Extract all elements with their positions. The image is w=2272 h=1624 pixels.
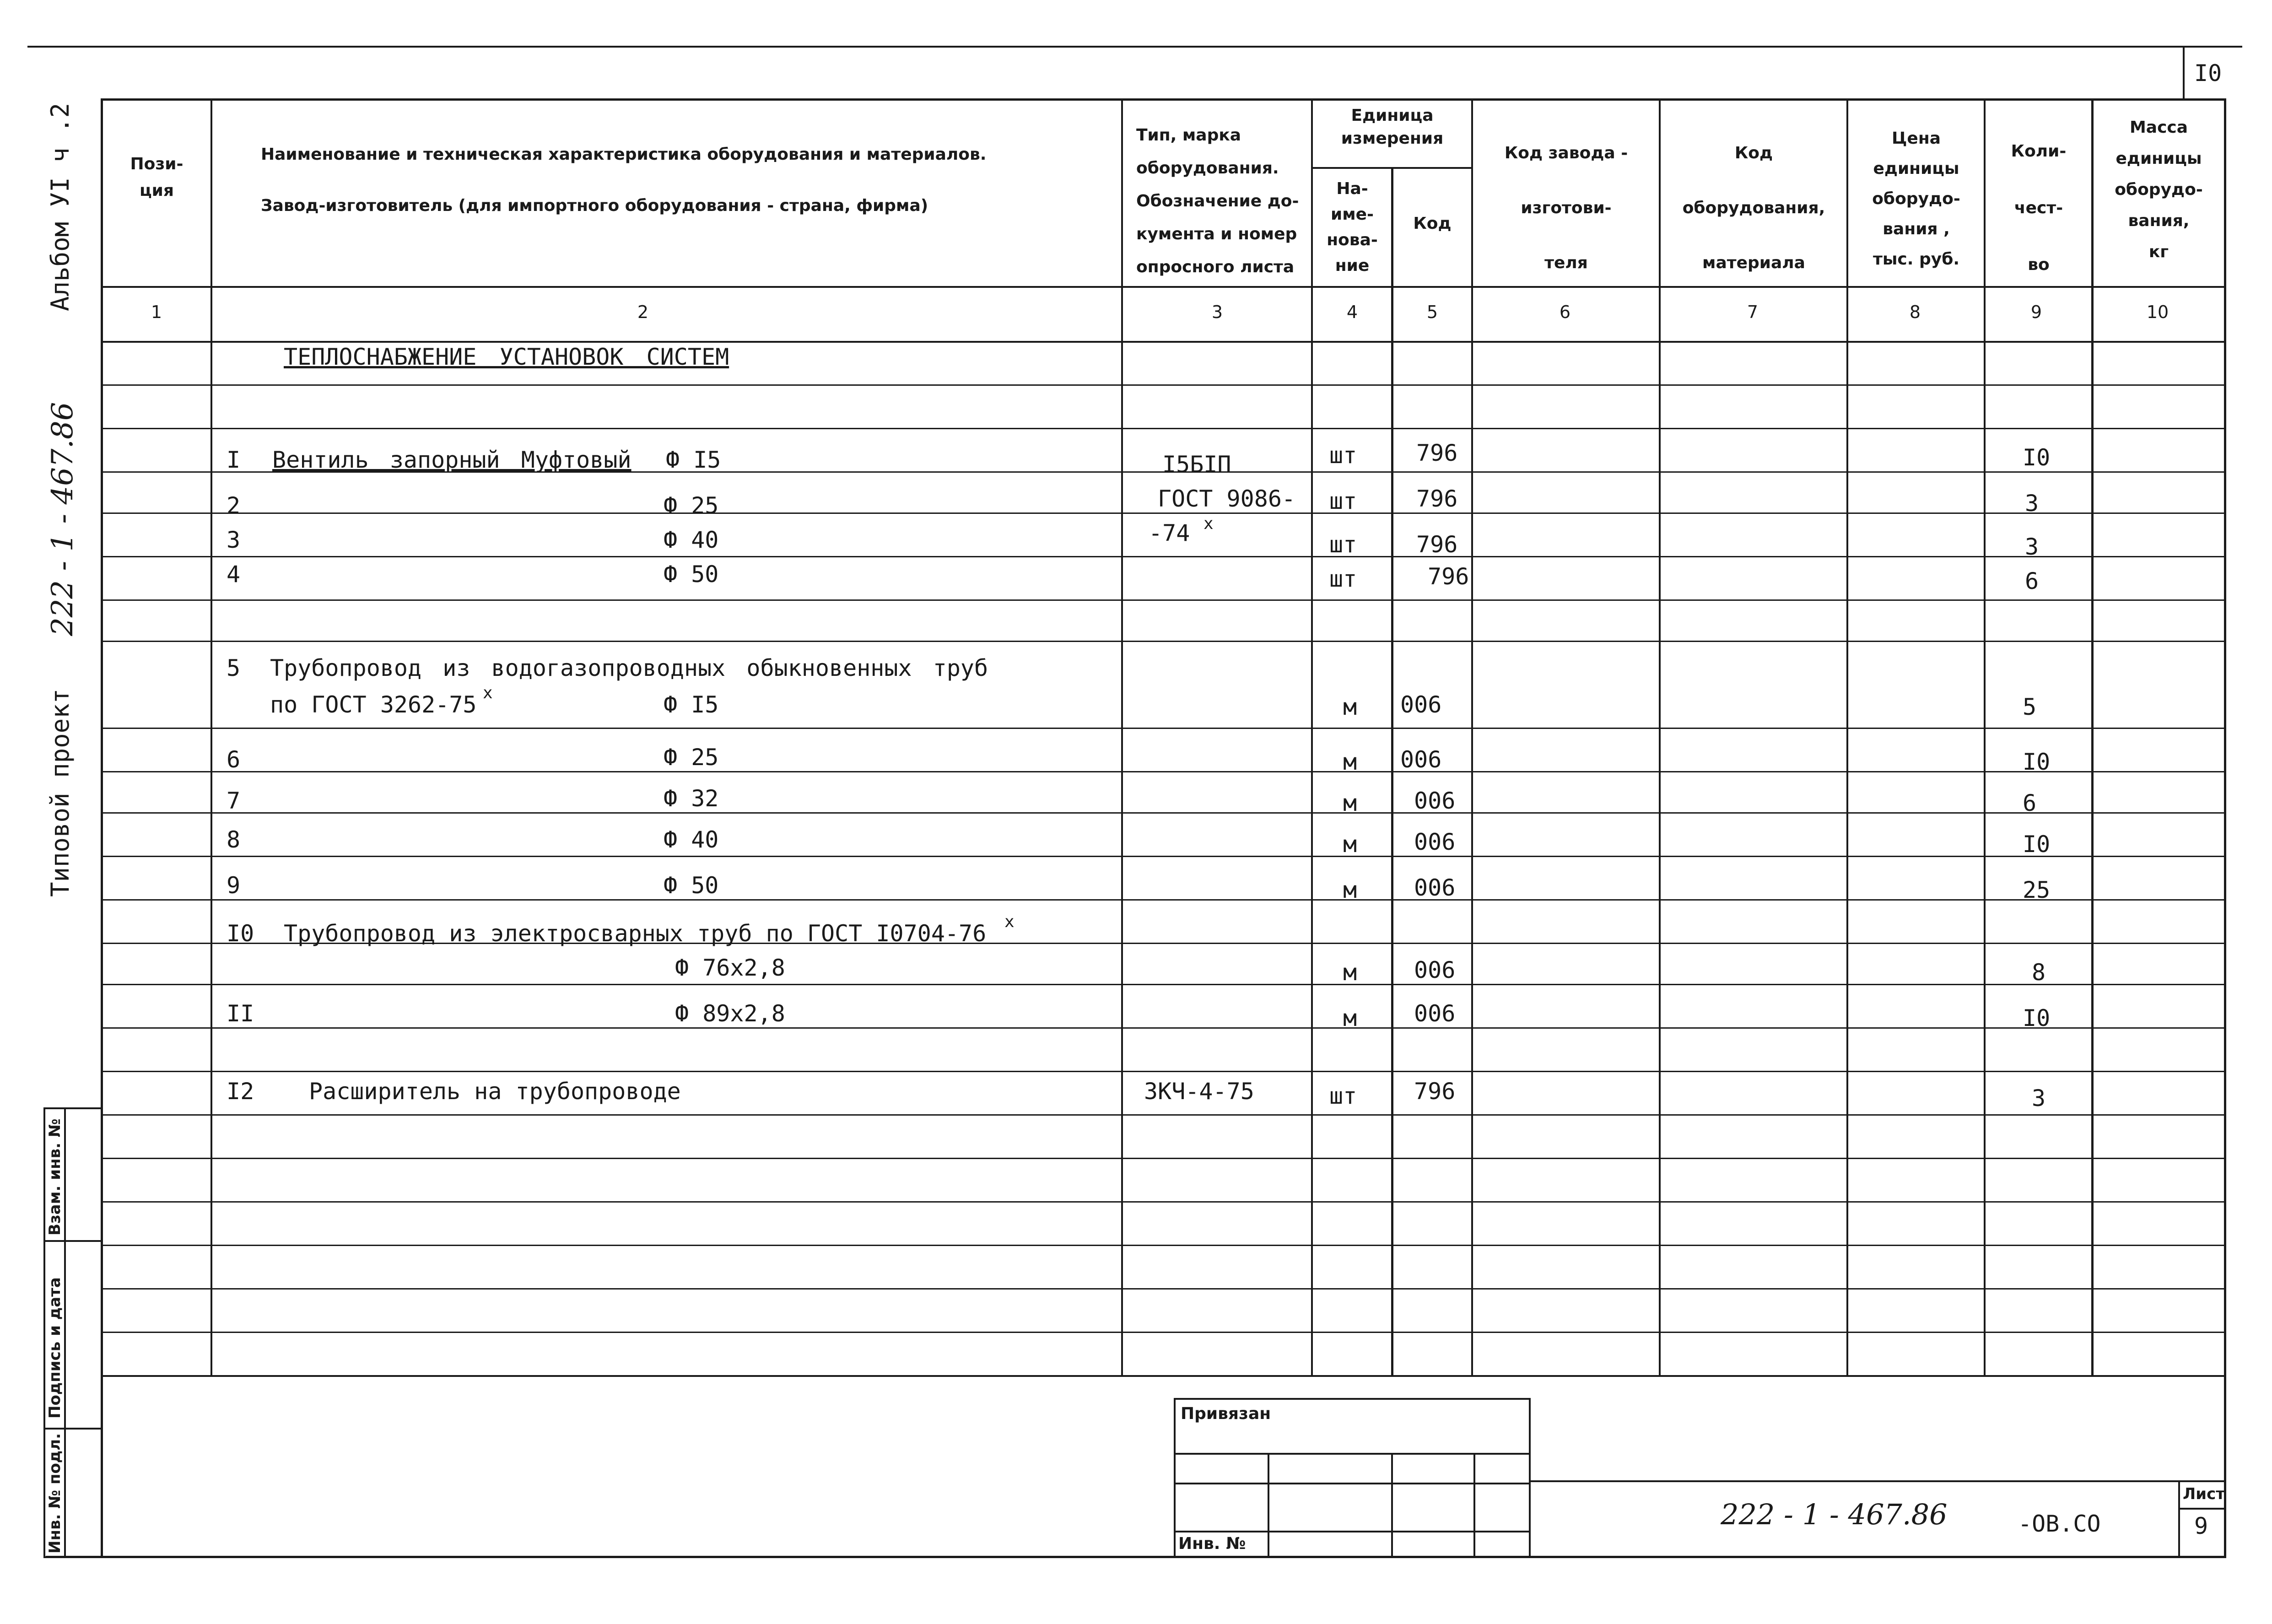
row-8-qty: I0: [2023, 831, 2051, 858]
row-3-qty: 3: [2025, 534, 2039, 560]
colnum-6: 6: [1559, 302, 1571, 322]
row-line: [101, 556, 2224, 557]
row-line: [101, 899, 2224, 901]
row-9-dim: Ф 50: [664, 872, 719, 899]
row-line: [101, 1201, 2224, 1203]
bound-col: [1268, 1453, 1269, 1558]
row-5b-dim: Ф I5: [664, 691, 719, 718]
sheet-label: Лист: [2183, 1485, 2225, 1503]
row-12-pos: I2: [227, 1078, 254, 1105]
col-line-1: [210, 98, 212, 1375]
header-pos: Пози- ция: [130, 155, 183, 200]
row-10-name-sup: x: [1004, 912, 1015, 931]
row-5b-name: по ГОСТ 3262-75: [270, 691, 477, 718]
row-6-unit: м: [1343, 749, 1357, 775]
row-10b-unit: м: [1343, 959, 1357, 986]
header-qty: Коли- чест- во: [2011, 142, 2067, 274]
row-5b-unit: м: [1343, 694, 1357, 720]
header-price: Цена единицы оборудо- вания , тыс. руб.: [1872, 129, 1960, 269]
header-equip-code: Код оборудования, материала: [1682, 144, 1825, 272]
bound-line: [1174, 1483, 1531, 1484]
row-line: [101, 728, 2224, 729]
row-11-code: 006: [1414, 1000, 1456, 1027]
header-factory: Код завода - изготови- теля: [1504, 144, 1628, 272]
colnum-8: 8: [1909, 302, 1921, 322]
row-4-dim: Ф 50: [664, 561, 719, 588]
colnum-3: 3: [1211, 302, 1223, 322]
row-12-type: ЗКЧ-4-75: [1144, 1078, 1254, 1105]
colnum-4: 4: [1346, 302, 1358, 322]
stamp-inv-orig: Инв. № подл.: [46, 1433, 64, 1554]
header-name: Наименование и техническая характеристика оборудования и материалов. Завод-изготовитель (для импортного оборудования - страна, фирма): [261, 145, 987, 215]
stamp-sign-date: Подпись и дата: [46, 1277, 64, 1419]
sheet-number-top: I0: [2194, 60, 2222, 86]
row-3-code: 796: [1416, 531, 1458, 558]
col-line-2: [1121, 98, 1123, 1375]
title-block-line: [1531, 1480, 2226, 1482]
row-5b-qty: 5: [2023, 694, 2037, 720]
stamp-inv-sub: Взам. инв. №: [46, 1118, 64, 1236]
row-line: [101, 856, 2224, 857]
row-12-qty: 3: [2032, 1085, 2046, 1111]
row-10b-qty: 8: [2032, 959, 2046, 986]
right-border: [2224, 98, 2226, 1558]
bound-line: [1174, 1453, 1531, 1455]
row-line: [101, 771, 2224, 772]
row-10-name: Трубопровод из электросварных труб по ГОСТ I0704-76: [284, 920, 987, 947]
row-3-unit: шт: [1329, 531, 1357, 558]
album-label: Альбом УI ч .2: [46, 103, 75, 311]
row-2-qty: 3: [2025, 490, 2039, 517]
bound-label: Привязан: [1181, 1404, 1271, 1423]
row-1-dim: Ф I5: [666, 447, 721, 473]
row-11-unit: м: [1343, 1005, 1357, 1031]
row-2-dim: Ф 25: [664, 492, 719, 519]
row-line: [101, 984, 2224, 985]
row-line: [101, 812, 2224, 814]
bound-col: [1473, 1453, 1475, 1558]
inv-no-label: Инв. №: [1178, 1534, 1246, 1553]
doc-code: 222 - 1 - 467.86: [1721, 1498, 1948, 1531]
bound-line: [1174, 1531, 1531, 1532]
row-12-name: Расширитель на трубопроводе: [309, 1078, 681, 1105]
colnum-1: 1: [151, 302, 162, 322]
row-5b-code: 006: [1400, 691, 1442, 718]
colnum-7: 7: [1747, 302, 1759, 322]
row-4-qty: 6: [2025, 568, 2039, 594]
colnum-5: 5: [1426, 302, 1438, 322]
row-9-unit: м: [1343, 877, 1357, 903]
row-line: [101, 1071, 2224, 1072]
row-7-qty: 6: [2023, 790, 2037, 816]
colnum-9: 9: [2030, 302, 2042, 322]
row-10-pos: I0: [227, 920, 254, 947]
row-6-qty: I0: [2023, 749, 2051, 775]
row-3-pos: 3: [227, 527, 241, 553]
stamp-line: [43, 1428, 103, 1430]
row-9-pos: 9: [227, 872, 241, 899]
bottom-border: [46, 1556, 2226, 1558]
bound-col: [1391, 1453, 1393, 1558]
row-8-code: 006: [1414, 829, 1456, 855]
row-8-dim: Ф 40: [664, 826, 719, 853]
header-bottom-line: [101, 286, 2224, 288]
row-7-unit: м: [1343, 790, 1357, 816]
row-2-type: ГОСТ 9086-: [1158, 486, 1296, 512]
doc-suffix: -ОВ.СО: [2018, 1511, 2101, 1537]
row-2-pos: 2: [227, 492, 241, 519]
side-project-code: 222 - 1 - 467.86: [46, 402, 80, 636]
table-top-line: [101, 98, 2224, 101]
row-4-code: 796: [1428, 563, 1469, 590]
col-line-8: [1984, 98, 1986, 1375]
row-6-code: 006: [1400, 746, 1442, 773]
row-11-qty: I0: [2023, 1005, 2051, 1031]
header-unit-name: На- име- нова- ние: [1327, 179, 1378, 275]
row-2-code: 796: [1416, 486, 1458, 512]
stamp-line: [43, 1240, 103, 1242]
section-title: ТЕПЛОСНАБЖЕНИЕ УСТАНОВОК СИСТЕМ: [284, 344, 729, 370]
row-6-dim: Ф 25: [664, 744, 719, 771]
row-7-code: 006: [1414, 788, 1456, 814]
stamp-divider: [64, 1107, 66, 1558]
row-line: [101, 513, 2224, 514]
row-9-code: 006: [1414, 874, 1456, 901]
row-1-name: Вентиль запорный Муфтовый: [272, 447, 631, 473]
row-line: [101, 641, 2224, 642]
row-1-code: 796: [1416, 440, 1458, 466]
colnum-2: 2: [637, 302, 649, 322]
sheet-no-box-left: [2183, 46, 2185, 100]
table-end-line: [101, 1375, 2224, 1377]
row-8-pos: 8: [227, 826, 241, 853]
sheet-box-line: [2178, 1508, 2226, 1510]
row-line: [101, 1288, 2224, 1289]
row-line: [101, 1027, 2224, 1029]
row-11-pos: II: [227, 1000, 254, 1027]
col-line-9: [2091, 98, 2094, 1375]
project-label: Типовой проект: [46, 688, 75, 897]
header-unit-code: Код: [1413, 214, 1452, 233]
sheet-value: 9: [2194, 1513, 2208, 1539]
row-3-type-sup: x: [1203, 514, 1214, 533]
col-line-5: [1471, 98, 1473, 1375]
row-3-dim: Ф 40: [664, 527, 719, 553]
row-6-pos: 6: [227, 746, 241, 773]
unit-sub-line: [1311, 167, 1471, 169]
row-12-unit: шт: [1329, 1083, 1357, 1109]
row-line: [101, 599, 2224, 601]
row-line: [101, 428, 2224, 429]
row-8-unit: м: [1343, 831, 1357, 858]
row-4-pos: 4: [227, 561, 241, 588]
row-line: [101, 1114, 2224, 1116]
row-1-type: I5БIП: [1162, 451, 1231, 478]
sheet-box-left: [2178, 1480, 2180, 1558]
row-10b-code: 006: [1414, 957, 1456, 983]
row-1-qty: I0: [2023, 444, 2051, 471]
row-5-pos: 5: [227, 655, 241, 681]
row-line: [101, 1158, 2224, 1159]
row-11-dim: Ф 89х2,8: [675, 1000, 785, 1027]
header-type: Тип, марка оборудования. Обозначение до- кумента и номер опросного листа: [1136, 126, 1299, 276]
row-12-code: 796: [1414, 1078, 1456, 1105]
col-line-6: [1659, 98, 1661, 1375]
row-line: [101, 384, 2224, 386]
row-4-unit: шт: [1329, 566, 1357, 592]
col-line-3: [1311, 98, 1313, 1375]
row-5b-name-sup: x: [483, 684, 493, 702]
row-5-name: Трубопровод из водогазопроводных обыкновенных труб: [270, 655, 988, 681]
row-7-dim: Ф 32: [664, 785, 719, 812]
header-mass: Масса единицы оборудо- вания, кг: [2115, 118, 2203, 261]
row-3-type: -74: [1149, 520, 1190, 546]
row-line: [101, 1245, 2224, 1246]
row-7-pos: 7: [227, 788, 241, 814]
row-1-pos: I: [227, 447, 241, 473]
top-border-line: [27, 46, 2242, 48]
row-9-qty: 25: [2023, 877, 2051, 903]
colnum-bottom-line: [101, 341, 2224, 343]
row-line: [101, 1332, 2224, 1333]
colnum-10: 10: [2146, 302, 2169, 322]
row-1-unit: шт: [1329, 442, 1357, 469]
row-2-unit: шт: [1329, 488, 1357, 514]
header-unit: Единица измерения: [1341, 106, 1444, 148]
row-10b-dim: Ф 76х2,8: [675, 955, 785, 981]
col-line-7: [1846, 98, 1848, 1375]
